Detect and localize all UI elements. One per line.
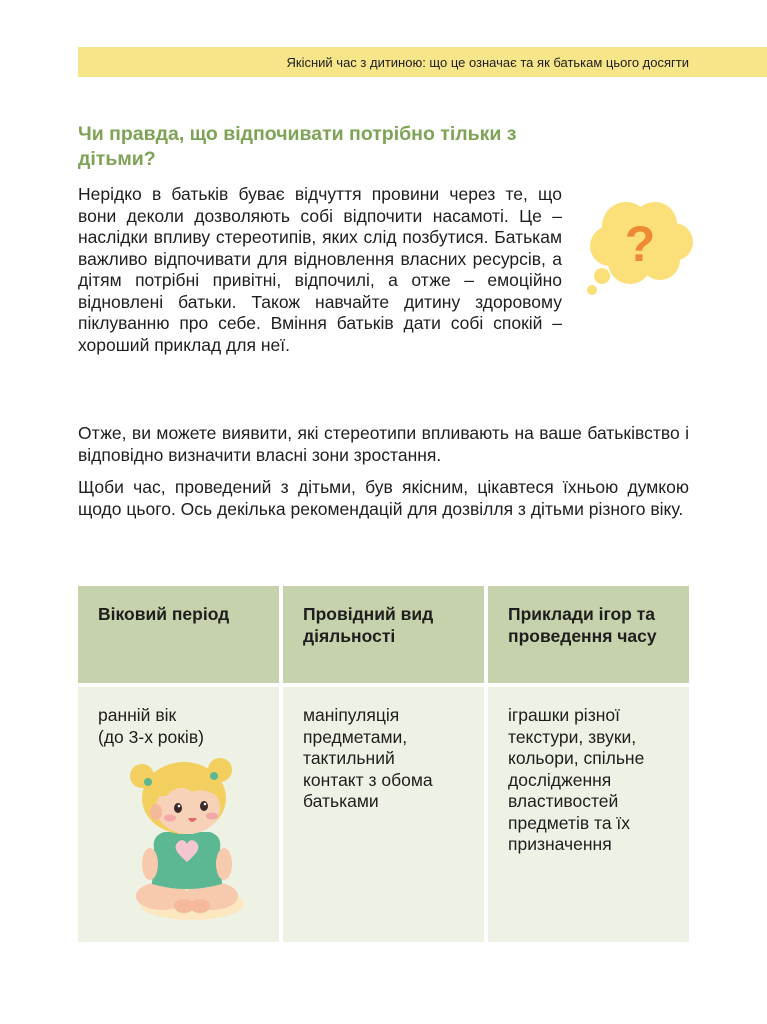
header-title: Якісний час з дитиною: що це означає та як батькам цього досягти [286, 55, 689, 70]
age-text: ранній вік (до 3-х років) [98, 705, 204, 747]
table-header-activity: Провідний вид діяльності [283, 586, 484, 683]
activity-text: маніпуляція предметами, тактильний контакт з обома батьками [303, 705, 433, 811]
table-header-examples: Приклади ігор та проведення часу [488, 586, 689, 683]
question-thought-bubble-icon [582, 196, 694, 298]
question-mark: ? [624, 216, 656, 272]
header-bar [78, 47, 767, 77]
table-header-age: Віковий період [78, 586, 279, 683]
examples-text: іграшки різної текстури, звуки, кольори, спільне дослідження властивостей предметів та їх призначення [508, 705, 645, 854]
paragraph-recommendations: Щоби час, проведений з дітьми, був якісним, цікавтеся їхньою думкою щодо цього. Ось декілька рекомендацій для дозвілля з дітьми різного віку. [78, 477, 689, 519]
section-heading: Чи правда, що відпочивати потрібно тільки з дітьми? [78, 123, 517, 170]
table-cell-examples [488, 687, 689, 942]
paragraph-rest: Нерідко в батьків буває відчуття провини через те, що вони деколи дозволяють собі відпочити насамоті. Це – наслідки впливу стереотипів, яких слід позбутися. Батькам важливо відпочивати для відновлення власних ресурсів, а дітям потрібні привітні, відпочилі, а отже – емоційно відновлені батьки. Також навчайте дитину здоровому піклуванню про себе. Вміння батьків дати собі спокій – хороший приклад для неї. [78, 184, 562, 355]
baby-illustration [126, 756, 246, 931]
table-cell-activity [283, 687, 484, 942]
paragraph-stereotypes: Отже, ви можете виявити, які стереотипи впливають на ваше батьківство і відповідно визначити власні зони зростання. [78, 423, 689, 465]
